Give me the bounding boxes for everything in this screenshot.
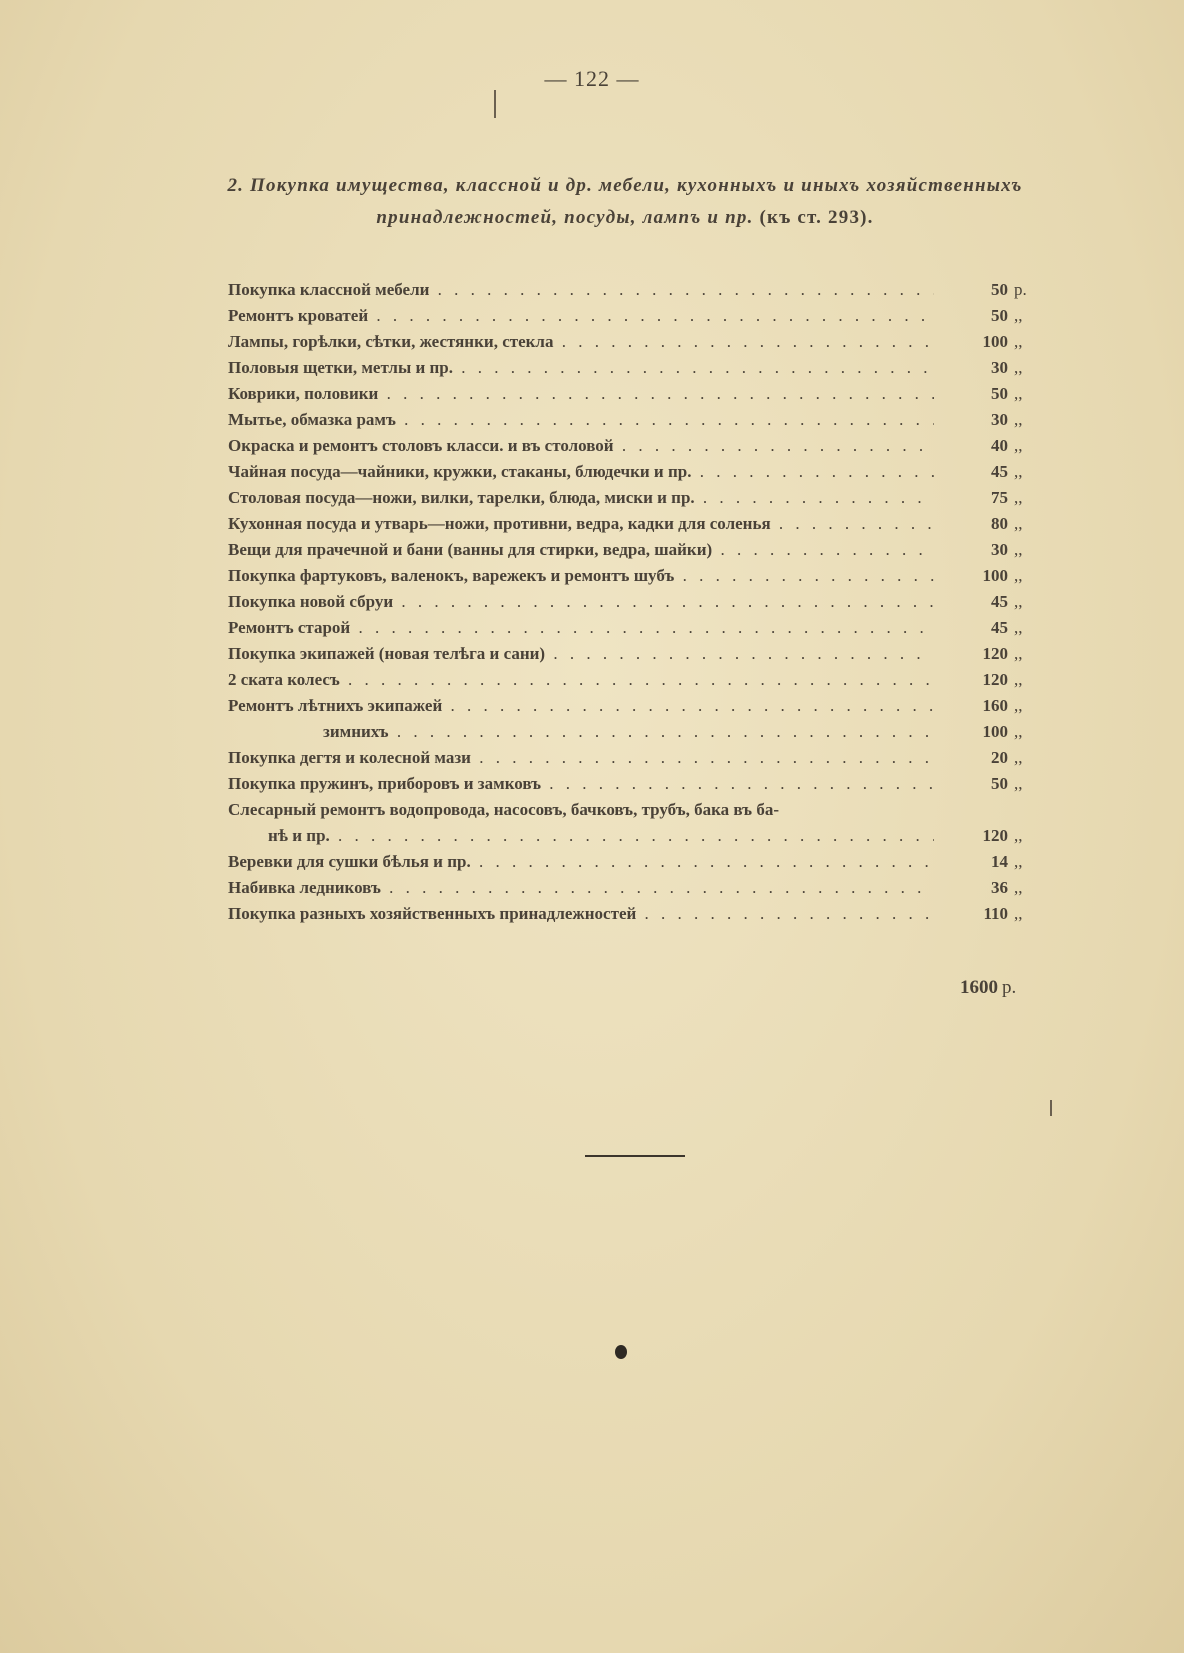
expense-label: нѣ и пр. . . . [268,823,934,849]
expense-amount: 36 [991,878,1008,897]
expense-row [228,459,1044,485]
expense-row [228,901,1044,927]
expense-label: Покупка пружинъ, приборовъ и замковъ . . . [228,771,934,797]
expense-amount: 110 [983,904,1008,923]
expense-amount: 20 [991,748,1008,767]
expense-amount: 45 [991,618,1008,637]
expense-amount: 100 [982,566,1008,585]
expense-unit: ,, [1014,514,1023,533]
ink-mark [1050,1100,1052,1116]
end-rule [585,1155,685,1157]
expense-label: Покупка фартуковъ, валенокъ, варежекъ и ремонтъ шубъ . . . [228,563,934,589]
expense-label: зимнихъ . . . [323,719,934,745]
total-amount: 1600 [960,977,998,998]
expense-unit: ,, [1014,696,1023,715]
expense-label: Ремонтъ старой . . . [228,615,934,641]
expense-amount: 40 [991,436,1008,455]
expense-unit: ,, [1014,410,1023,429]
expense-unit: ,, [1014,436,1023,455]
expense-amount: 30 [991,410,1008,429]
expense-amount: 75 [991,488,1008,507]
expense-label: Столовая посуда—ножи, вилки, тарелки, блюда, миски и пр. . . . [228,485,934,511]
expense-row [228,407,1044,433]
expense-row [228,693,1044,719]
expense-amount: 50 [991,384,1008,403]
expense-row [228,537,1044,563]
expense-unit: ,, [1014,644,1023,663]
expense-label: Покупка экипажей (новая телѣга и сани) . . . [228,641,934,667]
expense-label: Покупка дегтя и колесной мази . . . [228,745,934,771]
expense-row [228,511,1044,537]
expense-label: Набивка ледниковъ . . . [228,875,934,901]
expense-unit: ,, [1014,462,1023,481]
heading-text: 2. Покупка имущества, классной и др. мебели, кухонныхъ и иныхъ хозяйственныхъ принадлежностей, посуды, лампъ и пр. [227,175,1023,228]
expense-row [228,329,1044,355]
expense-row [228,641,1044,667]
expense-label: Веревки для сушки бѣлья и пр. . . . [228,849,934,875]
total-unit: р. [1002,977,1017,998]
expense-label: Ремонтъ лѣтнихъ экипажей . . . [228,693,934,719]
expense-row [228,277,1044,303]
expense-row [228,563,1044,589]
expense-label: Половыя щетки, метлы и пр. . . . [228,355,934,381]
expense-unit: ,, [1014,618,1023,637]
expense-row [228,381,1044,407]
expense-amount: 120 [982,670,1008,689]
expense-unit: ,, [1014,332,1023,351]
expense-label: Коврики, половики . . . [228,381,934,407]
expense-row [228,667,1044,693]
expense-row [228,589,1044,615]
ink-mark [494,90,496,118]
expense-unit: ,, [1014,852,1023,871]
expense-amount: 50 [991,280,1008,299]
expense-row [228,745,1044,771]
expense-unit: ,, [1014,384,1023,403]
expense-row [228,615,1044,641]
expense-unit: ,, [1014,774,1023,793]
expense-amount: 30 [991,540,1008,559]
expense-row [228,875,1044,901]
expense-label: Чайная посуда—чайники, кружки, стаканы, блюдечки и пр. . . . [228,459,934,485]
expense-amount: 30 [991,358,1008,377]
expense-label: Лампы, горѣлки, сѣтки, жестянки, стекла . . . [228,329,934,355]
expense-row [228,823,1044,849]
expense-label: Вещи для прачечной и бани (ванны для стирки, ведра, шайки) . . . [228,537,934,563]
expense-row [228,303,1044,329]
expense-label: Кухонная посуда и утварь—ножи, противни, ведра, кадки для соленья . . . [228,511,934,537]
section-heading [150,170,1100,234]
expense-unit: ,, [1014,748,1023,767]
expense-label: Покупка разныхъ хозяйственныхъ принадлежностей . . . [228,901,934,927]
expense-row [228,771,1044,797]
expense-row [228,485,1044,511]
expense-unit: ,, [1014,904,1023,923]
expense-unit: ,, [1014,488,1023,507]
expense-list [228,277,1044,927]
expense-unit: ,, [1014,306,1023,325]
expense-unit: ,, [1014,358,1023,377]
expense-label: Слесарный ремонтъ водопровода, насосовъ, бачковъ, трубъ, бака въ ба- [228,800,779,819]
expense-row [228,849,1044,875]
expense-amount: 100 [982,722,1008,741]
expense-label: 2 ската колесъ . . . [228,667,934,693]
expense-amount: 80 [991,514,1008,533]
expense-amount: 160 [982,696,1008,715]
expense-unit: ,, [1014,826,1023,845]
expense-amount: 50 [991,306,1008,325]
page-number: — 122 — [544,66,640,91]
expense-row [228,719,1044,745]
expense-unit: ,, [1014,540,1023,559]
expense-label: Окраска и ремонтъ столовъ класси. и въ столовой . . . [228,433,934,459]
expense-unit: р. [1014,280,1027,299]
expense-amount: 50 [991,774,1008,793]
expense-amount: 14 [991,852,1008,871]
total-sum [960,977,1016,999]
expense-label: Покупка классной мебели . . . [228,277,934,303]
expense-amount: 100 [982,332,1008,351]
expense-amount: 120 [982,644,1008,663]
expense-row [228,433,1044,459]
expense-unit: ,, [1014,670,1023,689]
expense-unit: ,, [1014,722,1023,741]
expense-row [228,355,1044,381]
expense-amount: 120 [982,826,1008,845]
heading-reference: (къ ст. 293). [759,207,874,228]
expense-label: Покупка новой сбруи . . . [228,589,934,615]
expense-label: Ремонтъ кроватей . . . [228,303,934,329]
expense-unit: ,, [1014,566,1023,585]
expense-amount: 45 [991,592,1008,611]
expense-row [228,797,1044,823]
expense-amount: 45 [991,462,1008,481]
expense-label: Мытье, обмазка рамъ . . . [228,407,934,433]
ink-blot [615,1345,627,1359]
expense-unit: ,, [1014,878,1023,897]
expense-unit: ,, [1014,592,1023,611]
